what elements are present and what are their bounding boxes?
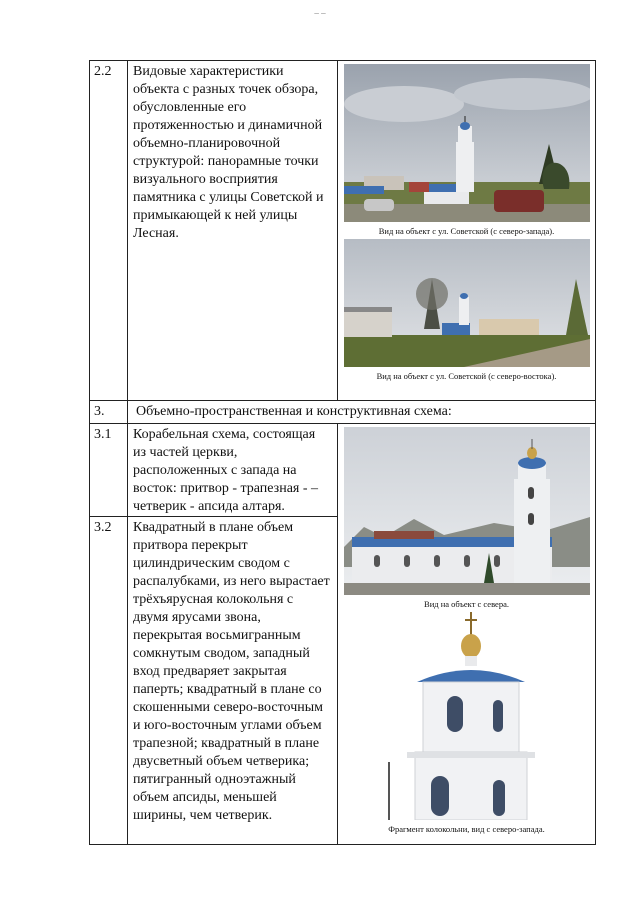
photo-caption: Вид на объект с ул. Советской (с северо-запада). (378, 226, 555, 236)
row-number: 2.2 (94, 64, 112, 79)
church-photo-northeast (344, 239, 590, 367)
photo-caption: Фрагмент колокольни, вид с северо-запада. (388, 824, 545, 834)
church-photo-north (344, 427, 590, 595)
photo-cell (338, 61, 596, 401)
photo-caption: Вид на объект с севера. (424, 599, 509, 609)
section-title: Объемно-пространственная и конструктивная схема: (136, 404, 452, 419)
row-description: Корабельная схема, состоящая из частей церкви, расположенных с запада на восток: притвор - трапезная - – четверик - апсида алтаря. (133, 427, 319, 514)
row-description: Видовые характеристики объекта с разных точек обзора, обусловленные его протяженностью и динамичной объемно-планировочной структурой: панорамные точки визуального восприятия памятника с улицы Советской и примыкающей к ней улицы Лесная. (133, 64, 324, 241)
table-row-3-1 (90, 424, 596, 517)
row-description: Квадратный в плане объем притвора перекрыт цилиндрическим сводом с распалубками, из него вырастает трёхъярусная колокольня с двумя ярусами звона, перекрытая восьмигранным сомкнутым сводом, западный вход предваряет закрытая паперть; квадратный в плане со скошенными северо-восточным и юго-восточным углами объем трапезной; квадратный в плане двусветный объем четверика; пятигранный одноэтажный объем апсиды, меньшей ширины, чем четверик. (133, 520, 330, 823)
page-number-mark: – – (314, 8, 326, 18)
row-number: 3.2 (94, 520, 112, 535)
photo-cell (338, 424, 596, 845)
heritage-document-table (89, 60, 596, 845)
church-photo-northwest (344, 64, 590, 222)
table-row-section-3 (90, 401, 596, 424)
section-number: 3. (94, 404, 105, 419)
photo-caption: Вид на объект с ул. Советской (с северо-востока). (376, 371, 557, 381)
table-row-2-2 (90, 61, 596, 401)
bell-tower-fragment-photo (344, 612, 590, 820)
row-number: 3.1 (94, 427, 112, 442)
